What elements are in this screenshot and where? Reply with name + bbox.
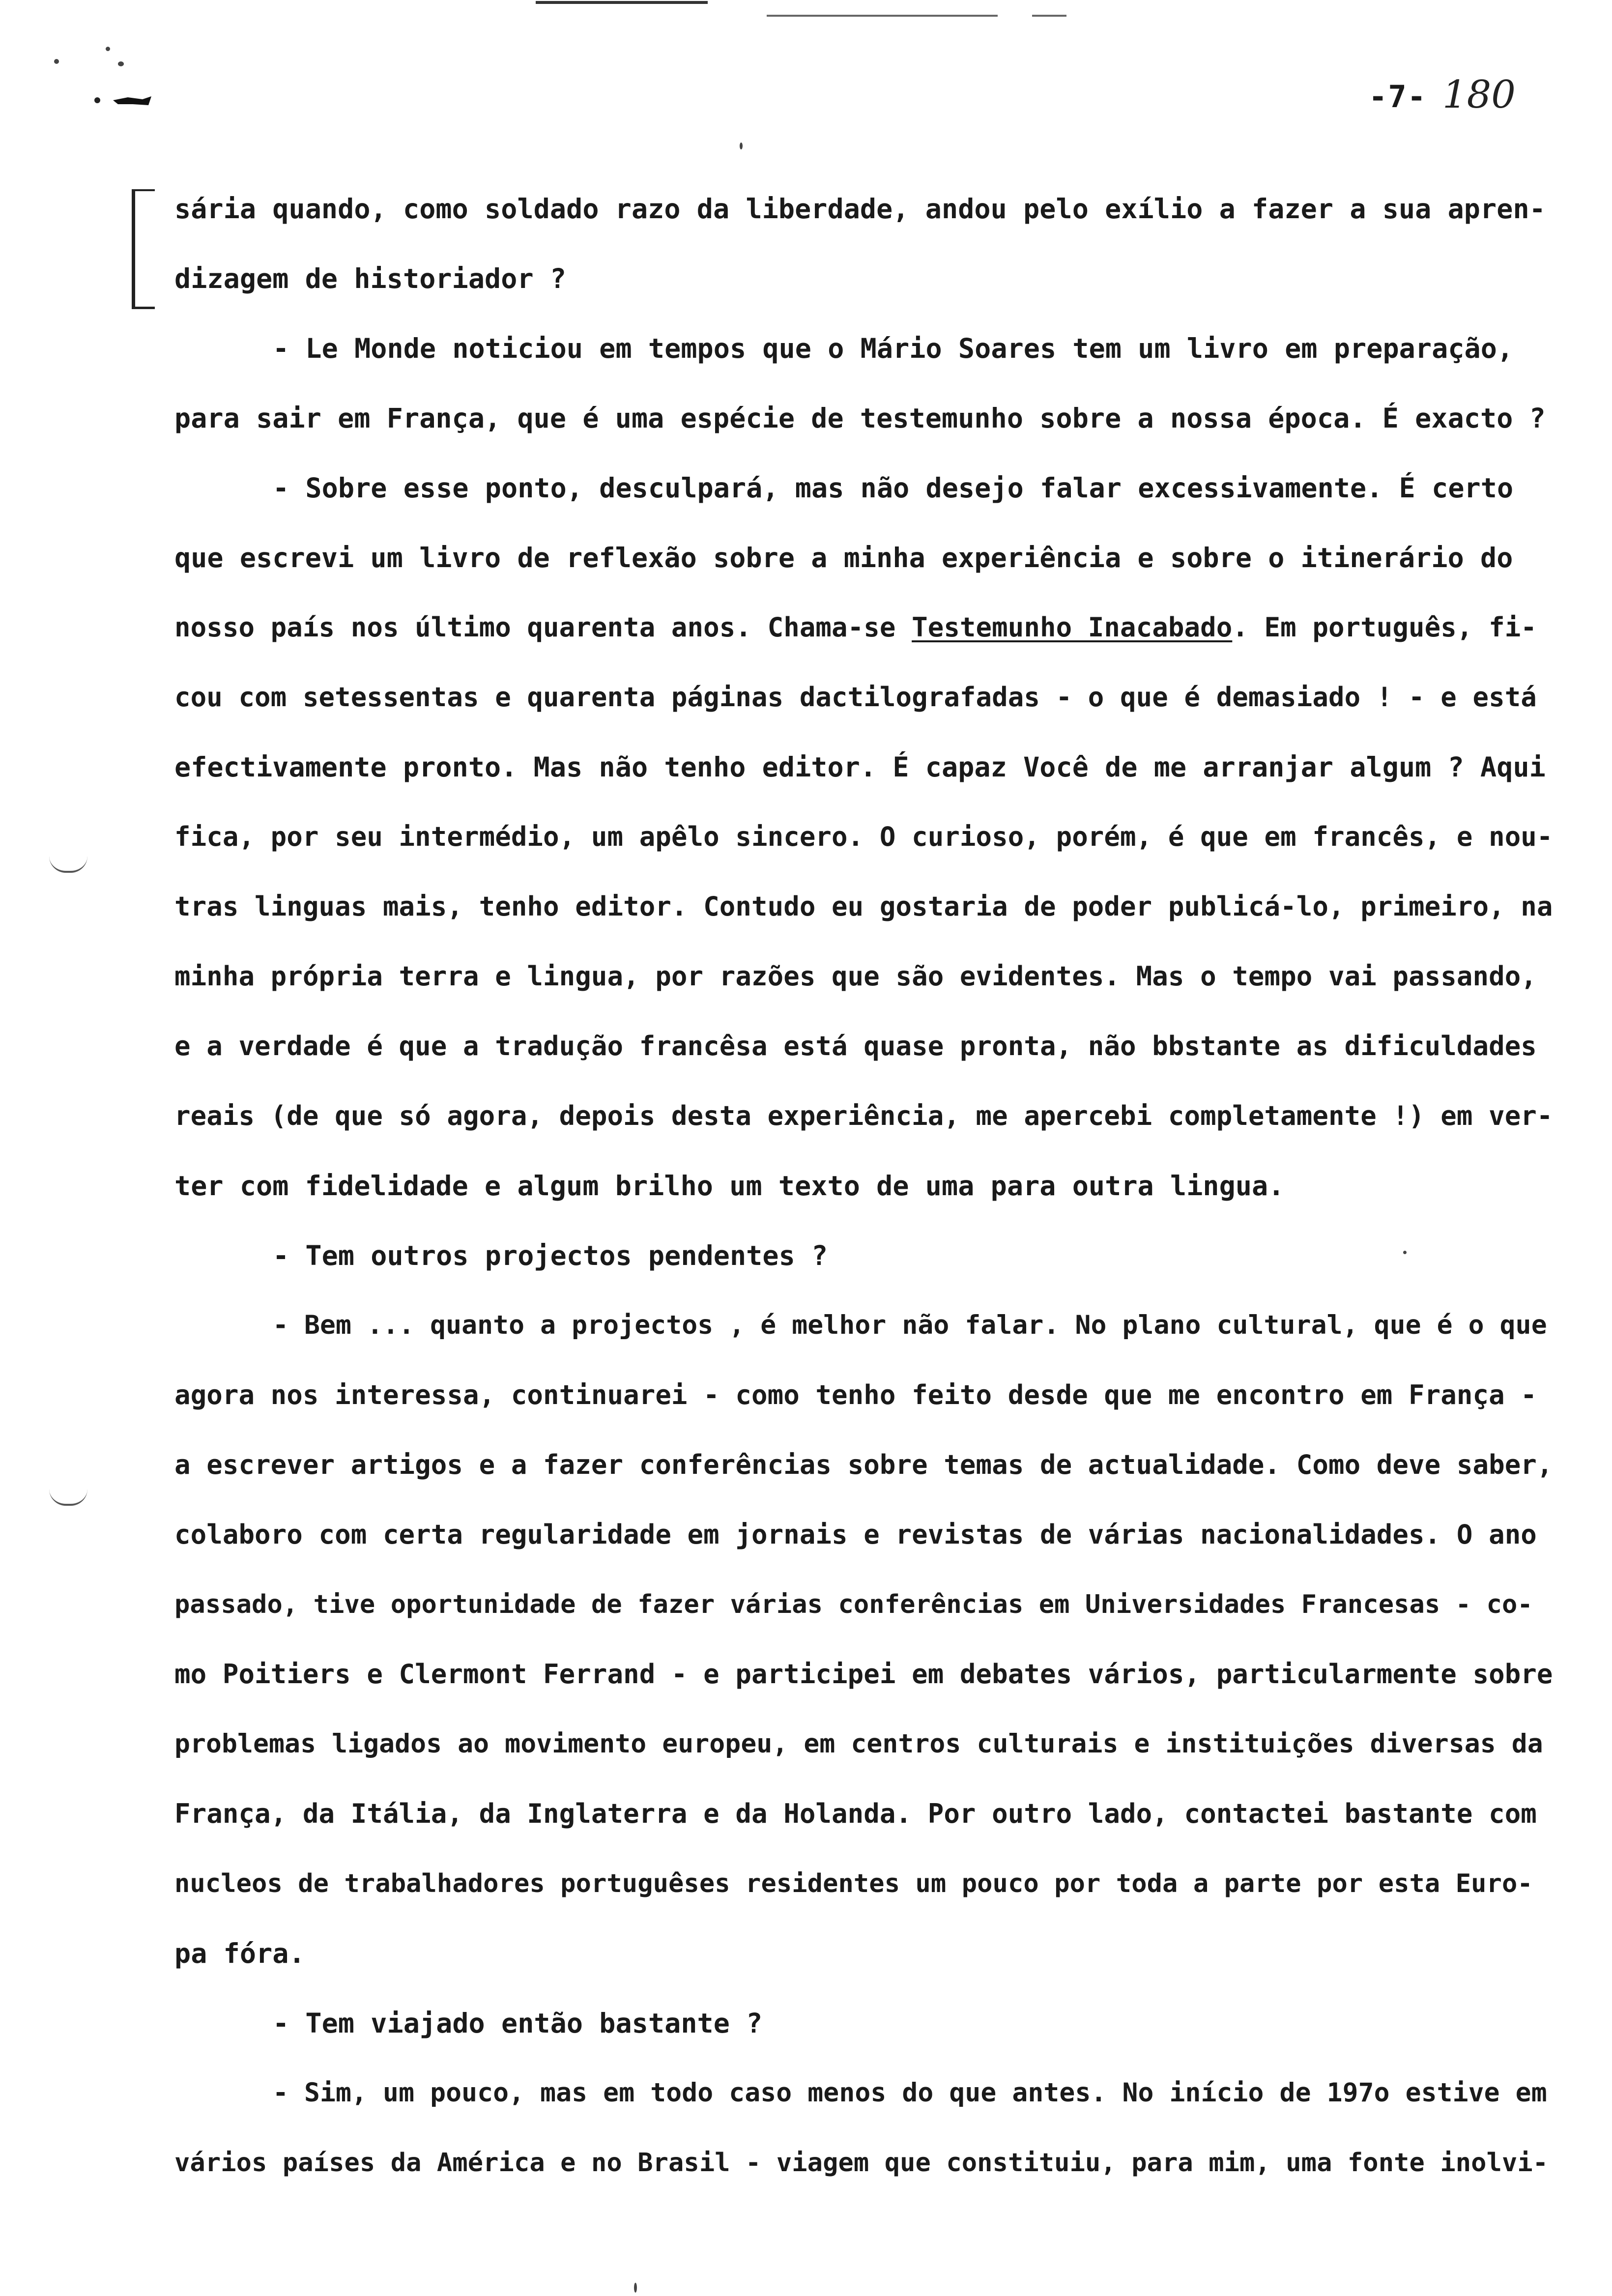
text-line: a escrever artigos e a fazer conferências sobre temas de actualidade. Como deve saber, (174, 1449, 1553, 1480)
text-line: ter com fidelidade e algum brilho um texto de uma para outra lingua. (174, 1170, 1285, 1202)
text-line: problemas ligados ao movimento europeu, em centros culturais e instituições diversas da (174, 1729, 1543, 1759)
text-line (174, 610, 1553, 680)
text-line: - Tem outros projectos pendentes ? (273, 1240, 828, 1271)
text-line: - Sim, um pouco, mas em todo caso menos do que antes. No início de 197o estive em (273, 2078, 1547, 2108)
margin-bracket (132, 189, 155, 309)
corner-mark (93, 93, 157, 107)
text-line: - Le Monde noticiou em tempos que o Mário Soares tem um livro em preparação, (273, 333, 1514, 364)
text-line: - Bem ... quanto a projectos , é melhor não falar. No plano cultural, que é o que (273, 1310, 1547, 1340)
margin-arc (49, 1489, 87, 1506)
text-line: agora nos interessa, continuarei - como tenho feito desde que me encontro em França - (174, 1379, 1537, 1410)
text-line: colaboro com certa regularidade em jornais e revistas de várias nacionalidades. O ano (174, 1519, 1537, 1550)
text-line: tras linguas mais, tenho editor. Contudo eu gostaria de poder publicá-lo, primeiro, na (174, 891, 1553, 922)
text-line: mo Poitiers e Clermont Ferrand - e participei em debates vários, particularmente sobre (174, 1659, 1553, 1690)
book-title: Testemunho Inacabado (912, 612, 1233, 643)
text-line: - Tem viajado então bastante ? (273, 2008, 763, 2039)
text-line: cou com setessentas e quarenta páginas dactilografadas - o que é demasiado ! - e está (174, 682, 1537, 713)
margin-speck (106, 47, 110, 51)
text-line: dizagem de historiador ? (174, 263, 567, 294)
margin-arc (49, 856, 87, 873)
text-line: passado, tive oportunidade de fazer várias conferências em Universidades Francesas - co- (174, 1590, 1533, 1619)
text-line: vários países da América e no Brasil - viagem que constituiu, para mim, uma fonte inolvi- (174, 2148, 1549, 2178)
typewritten-body (174, 192, 1553, 2215)
text-line: efectivamente pronto. Mas não tenho editor. É capaz Você de me arranjar algum ? Aqui (174, 751, 1546, 783)
margin-speck (634, 2283, 637, 2293)
text-line: minha própria terra e lingua, por razões que são evidentes. Mas o tempo vai passando, (174, 961, 1537, 992)
text-line: França, da Itália, da Inglaterra e da Holanda. Por outro lado, contactei bastante com (174, 1798, 1537, 1829)
text-line: que escrevi um livro de reflexão sobre a minha experiência e sobre o itinerário do (174, 542, 1513, 574)
top-edge-mark (1032, 15, 1066, 17)
margin-speck (54, 59, 59, 64)
text-segment: . Em português, fi- (1232, 612, 1537, 643)
page-number: -7- (1369, 79, 1427, 115)
top-edge-mark (536, 1, 708, 4)
text-line: reais (de que só agora, depois desta experiência, me apercebi completamente !) em ver- (174, 1100, 1553, 1131)
text-line: sária quando, como soldado razo da liberdade, andou pelo exílio a fazer a sua apren- (174, 193, 1546, 225)
margin-speck (118, 61, 124, 66)
text-line: para sair em França, que é uma espécie de testemunho sobre a nossa época. É exacto ? (174, 402, 1546, 434)
text-line: fica, por seu intermédio, um apêlo sincero. O curioso, porém, é que em francês, e nou- (174, 821, 1553, 852)
top-edge-mark (767, 15, 998, 17)
handwritten-page-number: 180 (1442, 73, 1516, 117)
margin-speck (740, 143, 743, 149)
text-segment: nosso país nos último quarenta anos. Chama-se (174, 612, 912, 643)
text-line: e a verdade é que a tradução francêsa está quase pronta, não bbstante as dificuldades (174, 1031, 1537, 1062)
text-line: - Sobre esse ponto, desculpará, mas não desejo falar excessivamente. É certo (273, 472, 1514, 504)
text-line: nucleos de trabalhadores portuguêses residentes um pouco por toda a parte por esta Euro- (174, 1869, 1533, 1898)
text-line: pa fóra. (174, 1938, 305, 1969)
